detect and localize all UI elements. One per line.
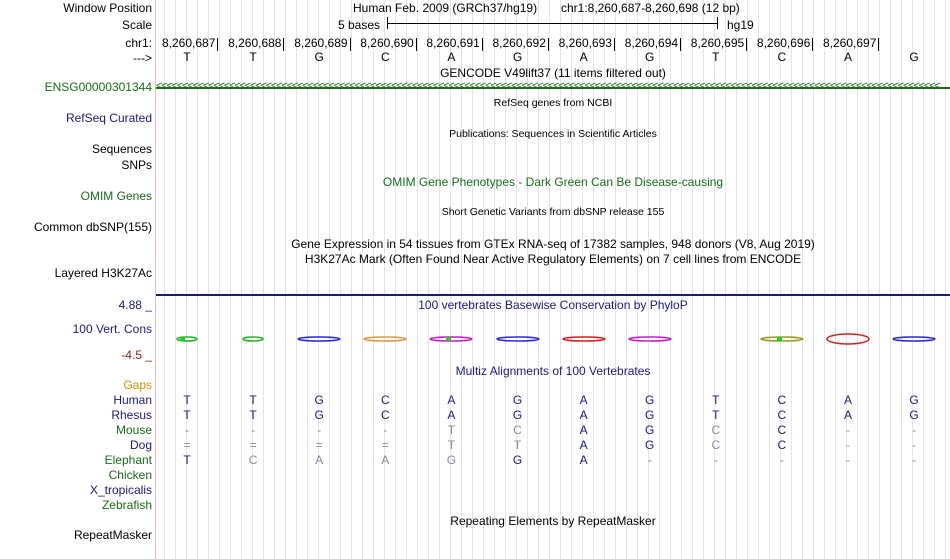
coordinate-tick: 8,260,690 [360, 36, 414, 50]
phylop-base-glyph [296, 333, 342, 347]
base-letter: A [579, 50, 588, 64]
base-letter: G [909, 50, 919, 64]
alignment-base: C [777, 393, 787, 407]
alignment-base: G [314, 393, 324, 407]
species-mouse-label[interactable]: Mouse [115, 423, 152, 437]
alignment-base: A [579, 393, 588, 407]
phylop-max-label: 4.88 _ [118, 298, 152, 312]
alignment-base: = [183, 438, 191, 452]
alignment-base: A [579, 438, 588, 452]
coordinate-tick: 8,260,693 [558, 36, 612, 50]
phylop-base-glyph [693, 333, 739, 347]
alignment-base: - [317, 423, 322, 437]
species-human-label[interactable]: Human [113, 393, 152, 407]
base-letter: G [645, 50, 655, 64]
base-letter: A [843, 50, 853, 64]
alignment-base: G [909, 408, 919, 422]
refseq-track-title[interactable]: RefSeq genes from NCBI [493, 97, 613, 109]
alignment-base: G [512, 453, 523, 467]
alignment-base: A [381, 453, 390, 467]
h3k27ac-track-title[interactable]: H3K27Ac Mark (Often Found Near Active Regulatory Elements) on 7 cell lines from ENCODE [304, 252, 802, 266]
alignment-base: C [777, 408, 787, 422]
alignment-base: C [777, 423, 787, 437]
layered-h3k27ac-label[interactable]: Layered H3K27Ac [54, 266, 152, 280]
vert-cons-label[interactable]: 100 Vert. Cons [72, 322, 152, 336]
alignment-base: G [645, 408, 655, 422]
alignment-base: T [249, 408, 257, 422]
species-elephant-label[interactable]: Elephant [104, 453, 152, 467]
alignment-base: C [380, 393, 390, 407]
alignment-base: G [446, 453, 457, 467]
gencode-track-title[interactable]: GENCODE V49lift37 (11 items filtered out) [440, 66, 666, 80]
coordinate-tick: 8,260,695 [690, 36, 745, 50]
scale-label: Scale [121, 18, 152, 32]
window-position-label: Window Position [63, 1, 152, 15]
coordinate-tick: 8,260,688 [228, 36, 282, 50]
alignment-base: A [315, 453, 324, 467]
coordinate-tick: 8,260,696 [756, 36, 811, 50]
phylop-base-glyph [495, 333, 541, 347]
alignment-base: - [912, 423, 917, 437]
phylop-base-glyph [362, 333, 408, 347]
alignment-base: C [777, 438, 787, 452]
alignment-base: C [711, 423, 721, 437]
base-letter: G [512, 50, 523, 64]
chromosome-label: chr1: [125, 36, 152, 50]
alignment-base: - [846, 453, 850, 467]
coordinate-tick: 8,260,697 [823, 36, 877, 50]
base-letter: T [249, 50, 257, 64]
alignment-base: T [513, 438, 522, 452]
position-title: chr1:8,260,687-8,260,698 (12 bp) [561, 1, 740, 15]
alignment-base: G [314, 408, 324, 422]
repeatmasker-track-title[interactable]: Repeating Elements by RepeatMasker [450, 514, 656, 528]
species-dog-label[interactable]: Dog [129, 438, 152, 452]
repeatmasker-label[interactable]: RepeatMasker [73, 528, 152, 542]
base-letter: G [314, 50, 324, 64]
coordinate-tick: 8,260,687 [162, 36, 216, 50]
alignment-base: T [712, 408, 720, 422]
phylop-base-glyph [428, 333, 474, 347]
alignment-base: G [512, 408, 523, 422]
scale-bar-label: 5 bases [338, 18, 381, 32]
alignment-base: C [248, 453, 258, 467]
alignment-base: C [380, 408, 390, 422]
alignment-base: T [712, 393, 720, 407]
species-zebrafish-label[interactable]: Zebrafish [101, 498, 152, 512]
species-chicken-label[interactable]: Chicken [108, 468, 152, 482]
alignment-base: - [251, 423, 256, 437]
sequences-label[interactable]: Sequences [91, 142, 152, 156]
coordinate-tick: 8,260,694 [624, 36, 679, 50]
alignment-base: T [183, 393, 191, 407]
phylop-top-border [156, 294, 950, 296]
snps-label[interactable]: SNPs [121, 158, 152, 172]
alignment-base: G [645, 438, 655, 452]
alignment-base: C [513, 423, 522, 437]
alignment-base: - [912, 453, 917, 467]
alignment-base: - [779, 453, 784, 467]
species-xtropicalis-label[interactable]: X_tropicalis [89, 483, 152, 497]
alignment-base: G [909, 393, 919, 407]
alignment-base: G [645, 393, 655, 407]
base-letter: C [380, 50, 390, 64]
scale-bar-right-tick [717, 17, 718, 29]
publications-track-title[interactable]: Publications: Sequences in Scientific Articles [449, 128, 657, 140]
phylop-base-glyph [164, 333, 210, 347]
species-rhesus-label[interactable]: Rhesus [111, 408, 152, 422]
phylop-base-glyph [627, 333, 673, 347]
alignment-base: T [447, 423, 456, 437]
phylop-track-title[interactable]: 100 vertebrates Basewise Conservation by PhyloP [418, 298, 688, 312]
alignment-base: - [912, 438, 917, 452]
phylop-base-glyph [825, 333, 871, 347]
phylop-base-glyph [561, 333, 607, 347]
alignment-base: T [183, 408, 191, 422]
alignment-base: G [512, 393, 523, 407]
alignment-base: A [843, 393, 853, 407]
alignment-row-human[interactable] [156, 393, 950, 408]
gaps-label[interactable]: Gaps [123, 378, 152, 392]
base-letter: T [712, 50, 720, 64]
alignment-base: A [843, 408, 853, 422]
browser-image-panel[interactable] [156, 0, 950, 559]
scale-db-label: hg19 [727, 18, 754, 32]
alignment-base: A [579, 408, 588, 422]
gencode-gene-label[interactable]: ENSG00000301344 [44, 80, 152, 94]
phylop-min-label: -4.5 _ [121, 348, 152, 362]
alignment-base: A [447, 408, 456, 422]
base-letter: C [777, 50, 787, 64]
scale-bar-line [387, 23, 717, 24]
dbsnp-track-title[interactable]: Short Genetic Variants from dbSNP release 155 [441, 206, 665, 218]
alignment-base: = [315, 438, 323, 452]
alignment-base: = [249, 438, 257, 452]
base-letter: A [447, 50, 456, 64]
coordinate-tick: 8,260,691 [426, 36, 480, 50]
track-labels-panel [0, 0, 154, 559]
alignment-base: A [579, 423, 588, 437]
base-letter: T [183, 50, 191, 64]
assembly-title: Human Feb. 2009 (GRCh37/hg19) [353, 1, 538, 15]
gtex-track-title[interactable]: Gene Expression in 54 tissues from GTEx RNA-seq of 17382 samples, 948 donors (V8, Aug 2019) [291, 237, 815, 251]
strand-arrow-label[interactable]: ---> [133, 51, 152, 65]
alignment-base: - [713, 453, 718, 467]
alignment-base: A [579, 453, 588, 467]
alignment-base: - [647, 453, 652, 467]
gencode-strand-arrows: <<<<<<<<<<<<<<<<<<<<<<<<<<<<<<<<<<<<<<<<<<<<<<<<<<<<<<<<<<<<<<<<<<<<<<<<<<<<<<<<<<<<<<<<<<<<<<<<<<<<<<<<<<<<<<<<<<<<<<<<<<<<<<<<<<<<<<<<<<<<<<<<<<<<<< [156, 80, 940, 92]
alignment-base: - [846, 438, 850, 452]
coordinate-tick: 8,260,689 [294, 36, 348, 50]
alignment-row-mouse[interactable] [156, 423, 950, 438]
gridline [945, 0, 946, 559]
alignment-base: - [383, 423, 388, 437]
omim-track-title[interactable]: OMIM Gene Phenotypes - Dark Green Can Be Disease-causing [382, 175, 724, 189]
phylop-base-glyph [759, 333, 805, 347]
refseq-curated-label[interactable]: RefSeq Curated [65, 111, 152, 125]
phylop-base-glyph [891, 333, 937, 347]
alignment-base: C [711, 438, 721, 452]
coordinate-tick: 8,260,692 [492, 36, 546, 50]
omim-genes-label[interactable]: OMIM Genes [80, 189, 152, 203]
alignment-base: G [645, 423, 655, 437]
phylop-base-glyph [230, 333, 276, 347]
alignment-base: T [183, 453, 191, 467]
common-dbsnp-label[interactable]: Common dbSNP(155) [33, 220, 152, 234]
alignment-base: T [249, 393, 257, 407]
alignment-base: - [846, 423, 850, 437]
alignment-row-rhesus[interactable] [156, 408, 950, 423]
alignment-row-elephant[interactable] [156, 453, 950, 468]
multiz-track-title[interactable]: Multiz Alignments of 100 Vertebrates [455, 364, 651, 378]
alignment-base: = [381, 438, 389, 452]
alignment-base: T [447, 438, 456, 452]
alignment-base: A [447, 393, 456, 407]
alignment-row-dog[interactable] [156, 438, 950, 453]
alignment-base: - [185, 423, 189, 437]
